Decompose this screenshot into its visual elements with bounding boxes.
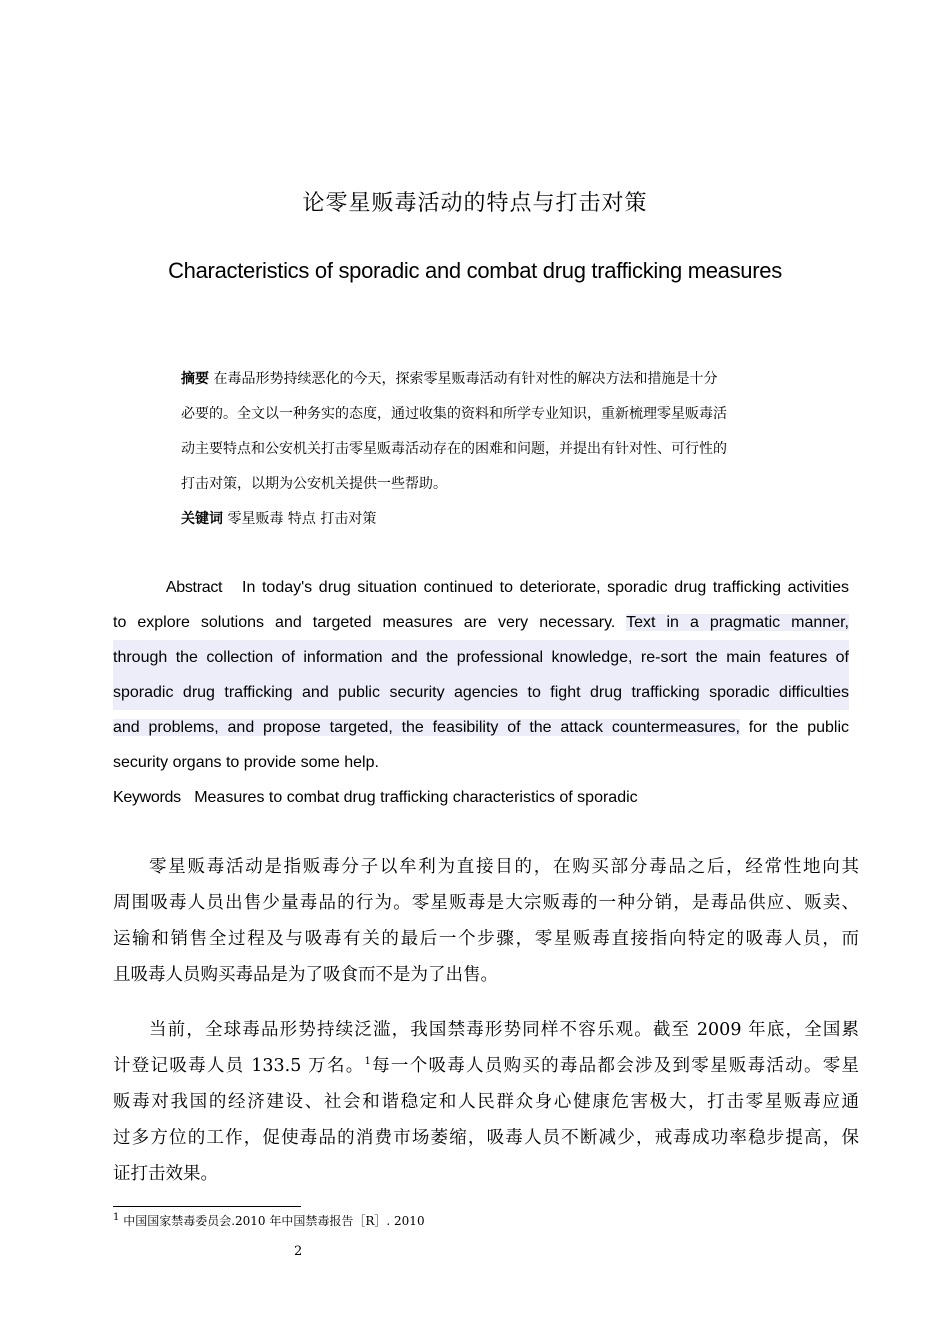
abstract-en-highlight: sporadic drug trafficking and public security agencies to fight drug trafficking sporadic difficulties <box>113 675 849 710</box>
abstract-cn-text: 在毒品形势持续恶化的今天，探索零星贩毒活动有针对性的解决方法和措施是十分 <box>213 371 718 387</box>
body-line <box>113 1048 859 1084</box>
body-line: 当前，全球毒品形势持续泛滥，我国禁毒形势同样不容乐观。截至 2009 年底，全国累 <box>149 1020 859 1040</box>
footnote-marker: 1 <box>113 1212 120 1223</box>
page-number: 2 <box>294 1244 303 1259</box>
body-line: 周围吸毒人员出售少量毒品的行为。零星贩毒是大宗贩毒的一种分销，是毒品供应、贩卖、 <box>113 893 859 913</box>
abstract-cn-line: 必要的。全文以一种务实的态度，通过收集的资料和所学专业知识，重新梳理零星贩毒活 <box>181 406 727 422</box>
abstract-en-line <box>113 570 849 605</box>
keywords-cn <box>181 502 831 537</box>
abstract-en-highlight: Text in a pragmatic manner, <box>626 614 849 631</box>
body-text: 每一个吸毒人员购买的毒品都会涉及到零星贩毒活动。零星 <box>370 1056 859 1076</box>
abstract-en-text: for the public <box>739 719 849 736</box>
keywords-en-label: Keywords <box>113 789 181 806</box>
body-paragraph-2 <box>113 1012 859 1192</box>
body-text: 计登记吸毒人员 133.5 万名。 <box>113 1056 365 1076</box>
abstract-en-label: Abstract <box>165 579 223 596</box>
body-paragraph-1 <box>113 849 859 993</box>
footnote-separator <box>113 1206 301 1207</box>
title-english: Characteristics of sporadic and combat drug trafficking measures <box>168 258 782 283</box>
body-line: 贩毒对我国的经济建设、社会和谐稳定和人民群众身心健康危害极大，打击零星贩毒应通 <box>113 1092 859 1112</box>
abstract-cn-label: 摘要 <box>181 371 209 387</box>
abstract-en-line <box>113 710 849 745</box>
keywords-cn-label: 关键词 <box>181 511 223 527</box>
abstract-en-line: security organs to provide some help. <box>113 754 379 771</box>
footnote-text: 中国国家禁毒委员会.2010 年中国禁毒报告［R］. 2010 <box>123 1214 425 1228</box>
body-line: 且吸毒人员购买毒品是为了吸食而不是为了出售。 <box>113 965 498 985</box>
keywords-en <box>113 780 849 815</box>
keywords-en-text: Measures to combat drug trafficking characteristics of sporadic <box>194 789 638 806</box>
body-line: 过多方位的工作，促使毒品的消费市场萎缩，吸毒人员不断减少，戒毒成功率稳步提高，保 <box>113 1128 859 1148</box>
body-line: 证打击效果。 <box>113 1164 218 1184</box>
abstract-english <box>113 570 849 815</box>
title-chinese: 论零星贩毒活动的特点与打击对策 <box>302 191 648 216</box>
keywords-cn-text: 零星贩毒 特点 打击对策 <box>227 511 377 527</box>
abstract-en-text: In today's drug situation continued to deteriorate, sporadic drug trafficking activities <box>242 579 850 596</box>
abstract-chinese <box>181 362 831 537</box>
abstract-cn-line <box>181 362 831 397</box>
abstract-en-line <box>113 605 849 640</box>
body-line: 零星贩毒活动是指贩毒分子以牟利为直接目的，在购买部分毒品之后，经常性地向其 <box>149 857 859 877</box>
footnote-reference[interactable]: 1 <box>364 1056 371 1068</box>
abstract-cn-line: 动主要特点和公安机关打击零星贩毒活动存在的困难和问题，并提出有针对性、可行性的 <box>181 441 727 457</box>
footnote <box>113 1212 425 1229</box>
abstract-cn-line: 打击对策，以期为公安机关提供一些帮助。 <box>181 476 447 492</box>
abstract-en-highlight: through the collection of information and the professional knowledge, re-sort the main features of <box>113 640 849 675</box>
body-line: 运输和销售全过程及与吸毒有关的最后一个步骤，零星贩毒直接指向特定的吸毒人员，而 <box>113 929 859 949</box>
abstract-en-highlight: and problems, and propose targeted, the feasibility of the attack countermeasures, <box>113 719 740 736</box>
abstract-en-text: to explore solutions and targeted measures are very necessary. <box>113 614 627 631</box>
